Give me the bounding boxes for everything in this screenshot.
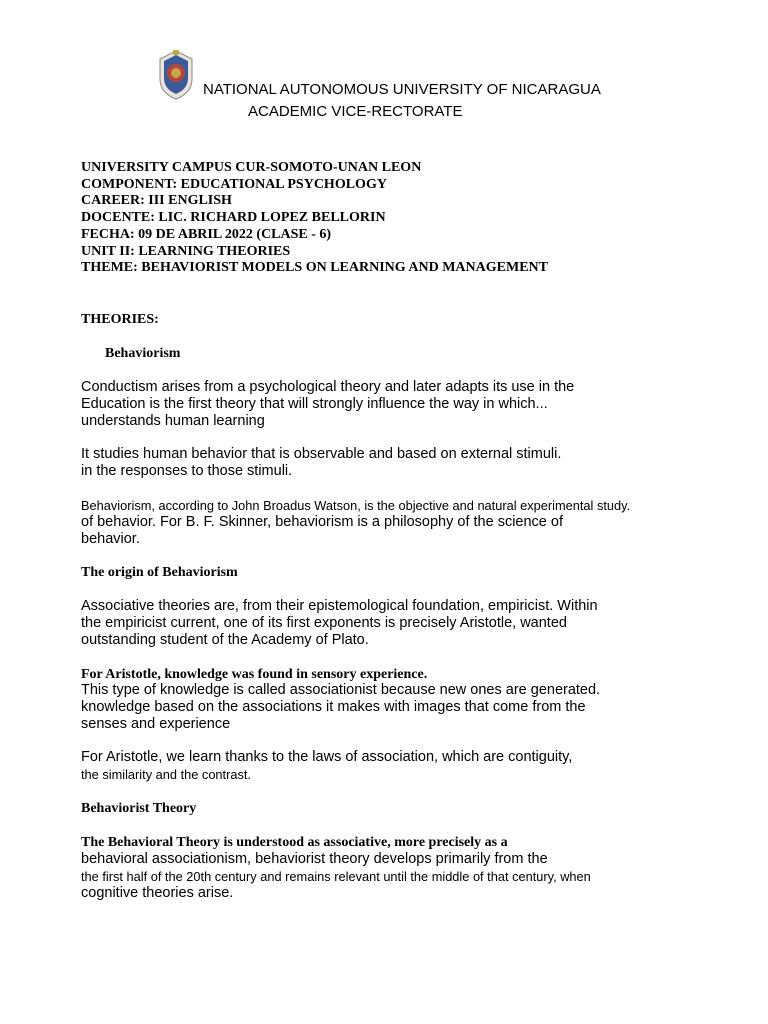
origin-heading: The origin of Behaviorism [81, 565, 238, 580]
theories-heading: THEORIES: [81, 312, 159, 327]
meta-date: FECHA: 09 DE ABRIL 2022 (CLASE - 6) [81, 226, 332, 242]
paragraph-associative-theories: Associative theories are, from their epistemological foundation, empiricist. Within the empiricist current, one of its first exponents is precisely Aristotle, wanted outstanding student of the Academy of Plato. [81, 598, 598, 648]
behavioral-theory-lead: The Behavioral Theory is understood as associative, more precisely as a [81, 835, 508, 850]
behaviorism-heading: Behaviorism [105, 346, 181, 361]
paragraph-watson-skinner: Behaviorism, according to John Broadus Watson, is the objective and natural experimental study. of behavior. For B. F. Skinner, behaviorism is a philosophy of the science of behavior. [81, 498, 631, 547]
behaviorist-theory-heading: Behaviorist Theory [81, 801, 197, 816]
course-metadata [81, 160, 548, 277]
paragraph-human-behavior: It studies human behavior that is observable and based on external stimuli. in the responses to those stimuli. [81, 446, 562, 479]
meta-career: CAREER: III ENGLISH [81, 193, 232, 209]
vice-rectorate: ACADEMIC VICE-RECTORATE [248, 103, 463, 120]
paragraph-behavioral-theory: behavioral associationism, behaviorist theory develops primarily from the the first half of the 20th century and remains relevant until the middle of that century, when cognitive theories arise. [81, 851, 591, 901]
meta-component: COMPONENT: EDUCATIONAL PSYCHOLOGY [81, 176, 387, 192]
meta-campus: UNIVERSITY CAMPUS CUR-SOMOTO-UNAN LEON [81, 160, 422, 175]
paragraph-laws-of-association: For Aristotle, we learn thanks to the laws of association, which are contiguity, the similarity and the contrast. [81, 749, 573, 782]
university-seal-logo [156, 49, 196, 101]
aristotle-heading: For Aristotle, knowledge was found in sensory experience. [81, 667, 428, 682]
university-name: NATIONAL AUTONOMOUS UNIVERSITY OF NICARAGUA [203, 81, 601, 98]
paragraph-associationist: This type of knowledge is called associationist because new ones are generated. knowledge based on the associations it makes with images that come from the senses and experience [81, 682, 601, 732]
meta-unit: UNIT II: LEARNING THEORIES [81, 243, 291, 259]
meta-theme: THEME: BEHAVIORIST MODELS ON LEARNING AND MANAGEMENT [81, 260, 548, 276]
paragraph-conductism: Conductism arises from a psychological theory and later adapts its use in the Education is the first theory that will strongly influence the way in which... understands human learning [81, 379, 575, 429]
meta-teacher: DOCENTE: LIC. RICHARD LOPEZ BELLORIN [81, 210, 386, 226]
